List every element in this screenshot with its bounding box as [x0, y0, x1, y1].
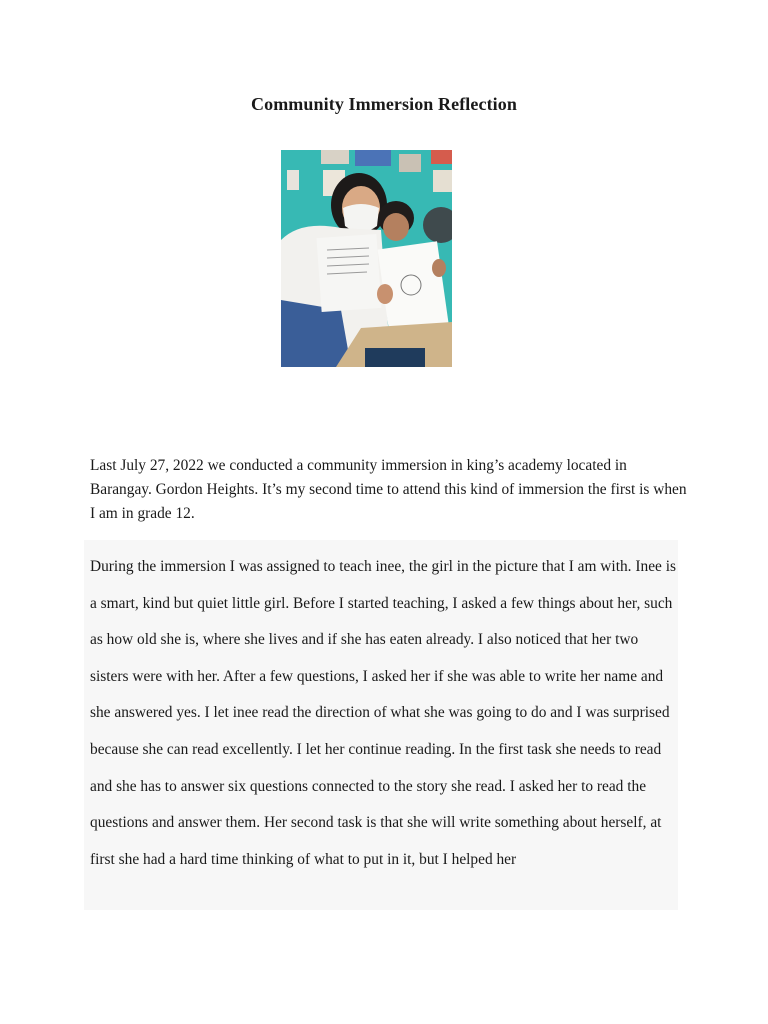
paragraph-intro: Last July 27, 2022 we conducted a community immersion in king’s academy located in Barangay. Gordon Heights. It’s my second time to attend this kind of immersion the first is when I am in grade 12. — [90, 457, 687, 522]
photo-teacher-and-child-icon — [281, 150, 452, 367]
paragraph-body: During the immersion I was assigned to teach inee, the girl in the picture that I am with. Inee is a smart, kind but quiet little girl. Before I started teaching, I asked a few things about her, such as how old she is, where she lives and if she has eaten already. I also noticed that her two sisters were with her. After a few questions, I asked her if she was able to write her name and she answered yes. I let inee read the direction of what she was going to do and I was surprised because she can read excellently. I let her continue reading. In the first task she needs to read and she has to answer six questions connected to the story she read. I asked her to read the questions and answer them. Her second task is that she will write something about herself, at first she had a hard time thinking of what to put in it, but I helped her — [90, 558, 676, 868]
paragraph-body-box — [84, 540, 678, 910]
page-title: Community Immersion Reflection — [251, 94, 517, 114]
